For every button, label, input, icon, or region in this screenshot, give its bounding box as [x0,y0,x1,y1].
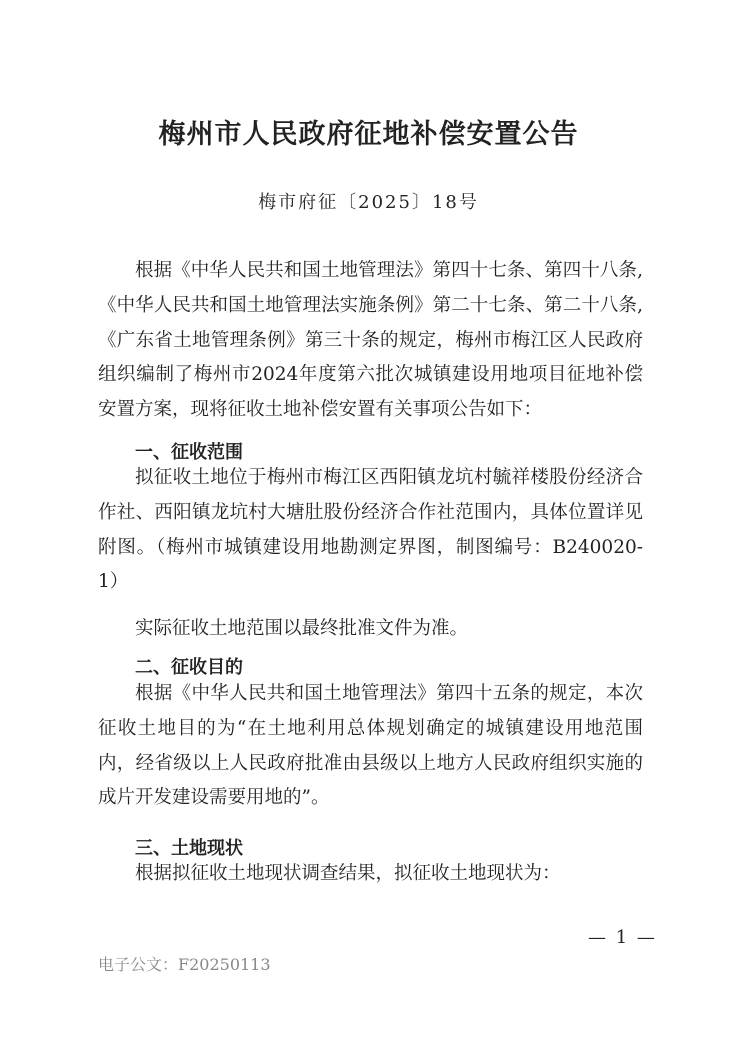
section-heading-scope: 一、征收范围 [135,442,243,463]
land-status-paragraph: 根据拟征收土地现状调查结果，拟征收土地现状为： [135,863,561,884]
intro-paragraph: 根据《中华人民共和国土地管理法》第四十七条、第四十八条,《中华人民共和国土地管理法实施条例》第二十七条、第二十八条,《广东省土地管理条例》第三十条的规定，梅州市梅江区人民政府组织编制了梅州市2024年度第六批次城镇建设用地项目征地补偿安置方案，现将征收土地补偿安置有关事项公告如下： [98,260,643,421]
document-title: 梅州市人民政府征地补偿安置公告 [158,119,579,150]
document-number: 梅市府征〔2025〕18号 [258,192,479,213]
page-number: — 1 — [588,927,657,948]
electronic-document-id: 电子公文：F20250113 [98,955,271,974]
section-heading-purpose: 二、征收目的 [135,657,243,678]
scope-paragraph: 拟征收土地位于梅州市梅江区西阳镇龙坑村毓祥楼股份经济合作社、西阳镇龙坑村大塘肚股份经济合作社范围内，具体位置详见附图。（梅州市城镇建设用地勘测定界图，制图编号：B240020-1） [98,467,643,593]
scope-note-paragraph: 实际征收土地范围以最终批准文件为准。 [135,618,469,639]
purpose-paragraph: 根据《中华人民共和国土地管理法》第四十五条的规定，本次征收土地目的为“在土地利用总体规划确定的城镇建设用地范围内，经省级以上人民政府批准由县级以上地方人民政府组织实施的成片开发建设需要用地的”。 [98,683,643,809]
section-heading-land-status: 三、土地现状 [135,838,243,859]
